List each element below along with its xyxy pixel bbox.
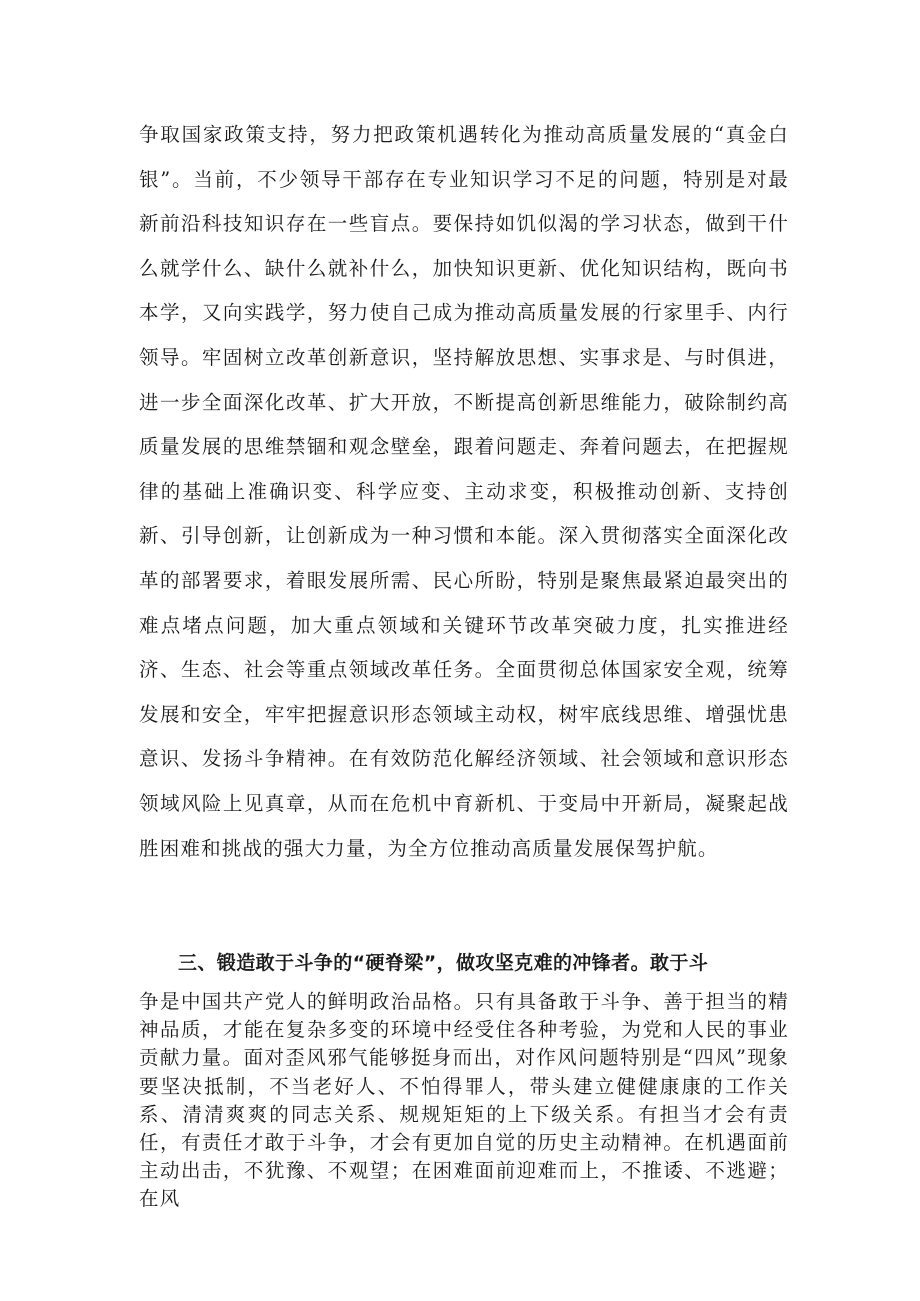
body-paragraph-top: 争取国家政策支持，努力把政策机遇转化为推动高质量发展的“真金白银”。当前，不少领导干部存在专业知识学习不足的问题，特别是对最新前沿科技知识存在一些盲点。要保持如饥似渴的学习状态，做到干什么就学什么、缺什么就补什么，加快知识更新、优化知识结构，既向书本学，又向实践学，努力使自己成为推动高质量发展的行家里手、内行领导。牢固树立改革创新意识，坚持解放思想、实事求是、与时俱进，进一步全面深化改革、扩大开放，不断提高创新思维能力，破除制约高质量发展的思维禁锢和观念壁垒，跟着问题走、奔着问题去，在把握规律的基础上准确识变、科学应变、主动求变，积极推动创新、支持创新、引导创新，让创新成为一种习惯和本能。深入贯彻落实全面深化改革的部署要求，着眼发展所需、民心所盼，特别是聚焦最紧迫最突出的难点堵点问题，加大重点领域和关键环节改革突破力度，扎实推进经济、生态、社会等重点领域改革任务。全面贯彻总体国家安全观，统筹发展和安全，牢牢把握意识形态领域主动权，树牢底线思维、增强忧患意识、发扬斗争精神。在有效防范化解经济领域、社会领域和意识形态领域风险上见真章，从而在危机中育新机、于变局中开新局，凝聚起战胜困难和挑战的强大力量，为全方位推动高质量发展保驾护航。 <box>139 123 789 860</box>
section-heading: 三、锻造敢于斗争的“硬脊梁”，做攻坚克难的冲锋者。敢于斗 <box>178 952 709 974</box>
body-paragraph-bottom: 争是中国共产党人的鲜明政治品格。只有具备敢于斗争、善于担当的精神品质，才能在复杂多变的环境中经受住各种考验，为党和人民的事业贡献力量。面对歪风邪气能够挺身而出，对作风问题特别是“四风”现象要坚决抵制，不当老好人、不怕得罪人，带头建立健健康康的工作关系、清清爽爽的同志关系、规规矩矩的上下级关系。有担当才会有责任，有责任才敢于斗争，才会有更加自觉的历史主动精神。在机遇面前主动出击，不犹豫、不观望；在困难面前迎难而上，不推诿、不逃避；在风 <box>139 990 789 1211</box>
